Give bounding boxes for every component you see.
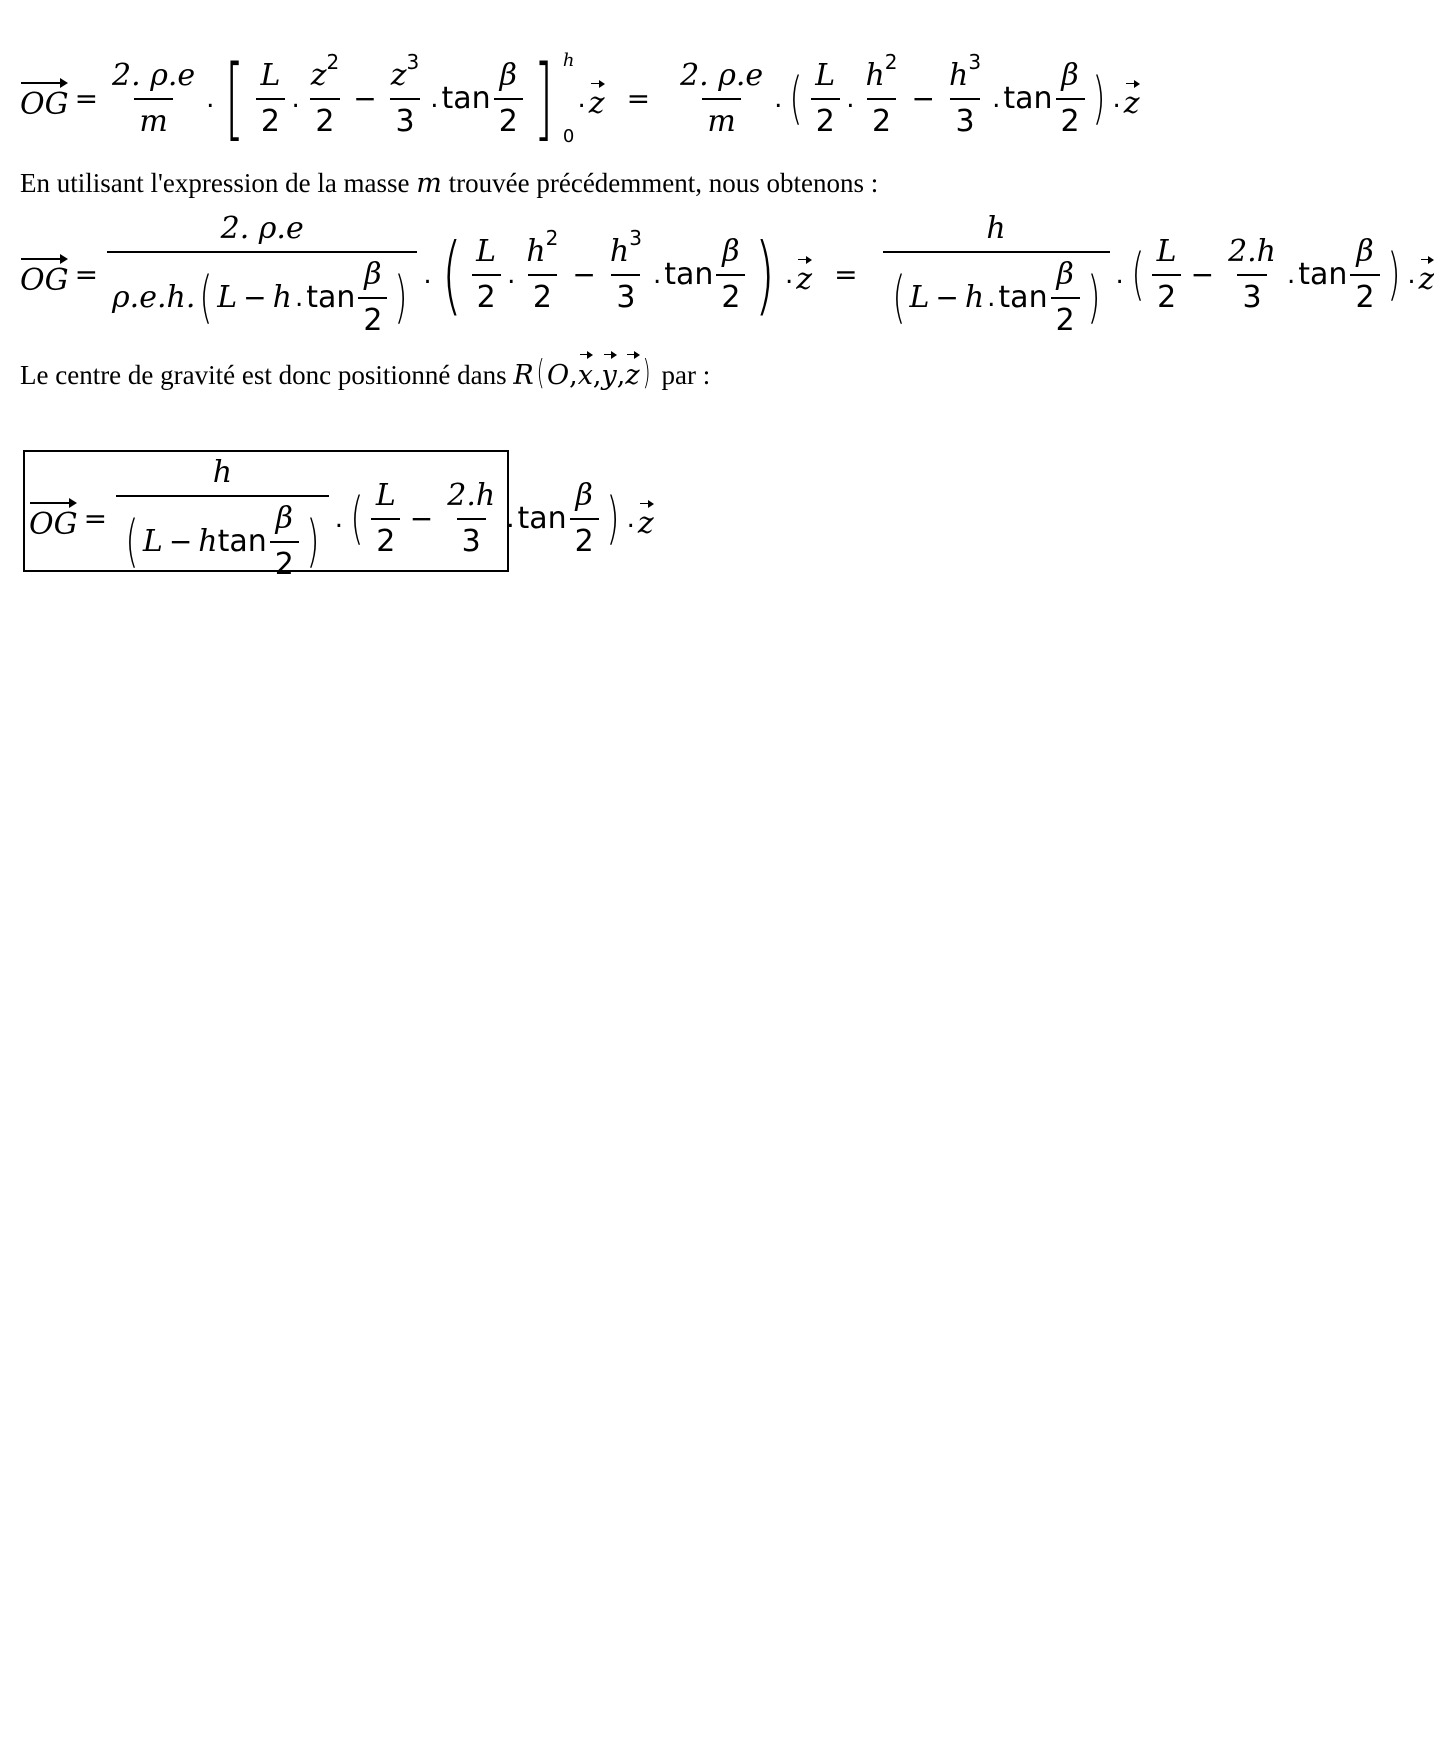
og-vector: OG [20,254,69,296]
equation-2: OG = 2. ρ.e ρ.e.h. ( L − h . tan $\frac{\beta}{2}$ ) . ( $\frac{L}{2}$ . h 2 2 − h 3 3 . tan $\frac{\beta}{2}$ ) . z = h ( L − h . tan $\frac{\beta}{2}$ ) . ( $\frac{L}{2}$ − $\frac{2.h}{3}$ . tan $\frac{\beta}{2}$ ) . z [20,211,1434,338]
og-vector: OG [29,498,78,540]
paragraph-mass: En utilisant l'expression de la masse m trouvée précédemment, nous obtenons : [20,168,879,199]
equation-1: OG = $\frac{2. \rho.e}{m}$ . [ $\frac{L}{2}$ . z 2 2 − z 3 3 . tan $\frac{\beta}{2}$ ] h 0 . z = $\frac{2. \rho.e}{m}$ . ( $\frac{L}{2}$ . h 2 2 − h 3 3 . tan $\frac{\beta}{2}$ ) . z [20,46,1140,151]
frame-notation: R(O,x,y,z) [513,360,661,391]
fraction: $\frac{2. \rho.e}{m}$ [112,58,196,139]
og-vector: OG [20,78,69,120]
integration-limits: h 0 [562,50,575,147]
result-box [23,450,654,582]
result-equation: OG = h ( L − h tan $\frac{\beta}{2}$ ) . ( $\frac{L}{2}$ − $\frac{2.h}{3}$ . tan $\frac{\beta}{2}$ ) . z [29,455,654,582]
paragraph-frame: Le centre de gravité est donc positionné dans R(O,x,y,z) par : [20,350,710,393]
